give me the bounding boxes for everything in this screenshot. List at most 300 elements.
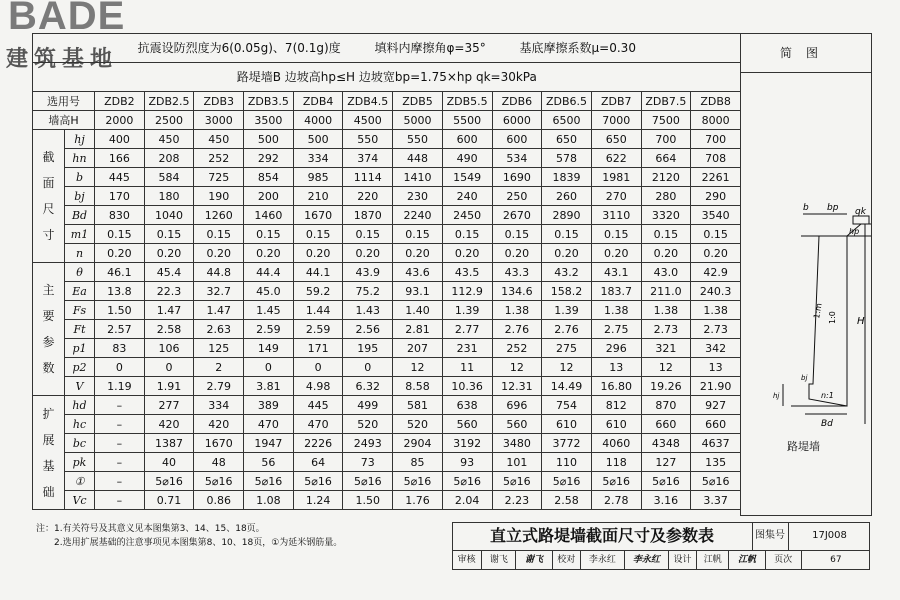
value-cell: 2670	[492, 206, 542, 225]
value-cell: 0.15	[691, 225, 741, 244]
value-cell: 4348	[641, 434, 691, 453]
value-cell: 1.47	[194, 301, 244, 320]
value-cell: 3.81	[244, 377, 294, 396]
value-cell: 1.91	[144, 377, 194, 396]
value-cell: 374	[343, 149, 393, 168]
value-cell: 420	[194, 415, 244, 434]
value-cell: 112.9	[442, 282, 492, 301]
value-cell: 2261	[691, 168, 741, 187]
value-cell: 0.20	[343, 244, 393, 263]
header-row-1	[33, 34, 741, 63]
value-cell: 400	[95, 130, 145, 149]
value-cell: 2.23	[492, 491, 542, 510]
group-label	[33, 263, 65, 396]
value-cell: 32.7	[194, 282, 244, 301]
value-cell: 1410	[393, 168, 443, 187]
value-cell: –	[95, 415, 145, 434]
value-cell: 600	[442, 130, 492, 149]
value-cell: 534	[492, 149, 542, 168]
value-cell: 3.37	[691, 491, 741, 510]
table-row	[33, 434, 741, 453]
notes	[36, 522, 342, 550]
value-cell: 2120	[641, 168, 691, 187]
value-cell: 83	[95, 339, 145, 358]
table-row	[33, 339, 741, 358]
value-cell: 12	[393, 358, 443, 377]
table-row	[33, 130, 741, 149]
value-cell: 270	[591, 187, 641, 206]
value-cell: 5⌀16	[691, 472, 741, 491]
check-label: 校对	[553, 551, 581, 570]
model-cell: ZDB6.5	[542, 92, 592, 111]
value-cell: 195	[343, 339, 393, 358]
value-cell: 2.76	[542, 320, 592, 339]
value-cell: 1.39	[442, 301, 492, 320]
value-cell: 1.45	[244, 301, 294, 320]
value-cell: 500	[293, 130, 343, 149]
value-cell: 0.20	[144, 244, 194, 263]
label-bj: bj	[801, 374, 808, 382]
value-cell: 0	[293, 358, 343, 377]
value-cell: 5⌀16	[641, 472, 691, 491]
value-cell: 5⌀16	[542, 472, 592, 491]
value-cell: 277	[144, 396, 194, 415]
height-cell: 3500	[244, 111, 294, 130]
value-cell: 5⌀16	[343, 472, 393, 491]
value-cell: 1260	[194, 206, 244, 225]
value-cell: 5⌀16	[442, 472, 492, 491]
table-row	[33, 168, 741, 187]
param-symbol: Vc	[65, 491, 95, 510]
value-cell: 45.4	[144, 263, 194, 282]
value-cell: 0.15	[194, 225, 244, 244]
param-symbol: Ft	[65, 320, 95, 339]
group-label-text: 主要参数	[42, 283, 55, 375]
param-symbol: Ea	[65, 282, 95, 301]
value-cell: 650	[591, 130, 641, 149]
value-cell: 135	[691, 453, 741, 472]
label-bp: bp	[827, 203, 839, 213]
value-cell: 3192	[442, 434, 492, 453]
value-cell: 19.26	[641, 377, 691, 396]
value-cell: 0.15	[641, 225, 691, 244]
value-cell: 500	[244, 130, 294, 149]
value-cell: 0.15	[492, 225, 542, 244]
value-cell: 12	[542, 358, 592, 377]
value-cell: 470	[293, 415, 343, 434]
value-cell: 2	[194, 358, 244, 377]
value-cell: 296	[591, 339, 641, 358]
value-cell: 1.08	[244, 491, 294, 510]
atlas-code: 17J008	[789, 522, 870, 551]
value-cell: 2904	[393, 434, 443, 453]
value-cell: 1.50	[95, 301, 145, 320]
value-cell: 334	[293, 149, 343, 168]
value-cell: 2.76	[492, 320, 542, 339]
value-cell: 600	[492, 130, 542, 149]
value-cell: 622	[591, 149, 641, 168]
value-cell: 499	[343, 396, 393, 415]
value-cell: 854	[244, 168, 294, 187]
value-cell: 252	[492, 339, 542, 358]
value-cell: 870	[641, 396, 691, 415]
value-cell: 93	[442, 453, 492, 472]
value-cell: 450	[194, 130, 244, 149]
value-cell: 171	[293, 339, 343, 358]
param-symbol: p2	[65, 358, 95, 377]
designer-signature: 江帆	[729, 551, 765, 570]
value-cell: 0.15	[393, 225, 443, 244]
value-cell: 0.15	[293, 225, 343, 244]
value-cell: 1460	[244, 206, 294, 225]
value-cell: 0.20	[95, 244, 145, 263]
height-cell: 8000	[691, 111, 741, 130]
model-row	[33, 92, 741, 111]
param-symbol: hn	[65, 149, 95, 168]
value-cell: 1839	[542, 168, 592, 187]
table-row	[33, 225, 741, 244]
table-row	[33, 263, 741, 282]
design-label: 设计	[669, 551, 697, 570]
value-cell: 0.15	[95, 225, 145, 244]
value-cell: 13	[691, 358, 741, 377]
value-cell: 2240	[393, 206, 443, 225]
value-cell: 490	[442, 149, 492, 168]
note-2: 2.选用扩展基础的注意事项见本图集第8、10、18页，①为延米钢筋量。	[54, 538, 343, 548]
value-cell: 170	[95, 187, 145, 206]
value-cell: 520	[393, 415, 443, 434]
value-cell: 1.38	[591, 301, 641, 320]
value-cell: 389	[244, 396, 294, 415]
value-cell: 2.63	[194, 320, 244, 339]
value-cell: 13.8	[95, 282, 145, 301]
value-cell: 420	[144, 415, 194, 434]
model-cell: ZDB6	[492, 92, 542, 111]
value-cell: 0.15	[542, 225, 592, 244]
value-cell: 127	[641, 453, 691, 472]
model-cell: ZDB8	[691, 92, 741, 111]
height-cell: 6000	[492, 111, 542, 130]
value-cell: 110	[542, 453, 592, 472]
value-cell: 445	[95, 168, 145, 187]
value-cell: 118	[591, 453, 641, 472]
value-cell: 1114	[343, 168, 393, 187]
value-cell: 610	[542, 415, 592, 434]
height-cell: 5500	[442, 111, 492, 130]
value-cell: 664	[641, 149, 691, 168]
value-cell: 0.71	[144, 491, 194, 510]
group-label	[33, 130, 65, 263]
value-cell: 660	[641, 415, 691, 434]
value-cell: 210	[293, 187, 343, 206]
value-cell: 584	[144, 168, 194, 187]
value-cell: 1.76	[393, 491, 443, 510]
value-cell: 1670	[293, 206, 343, 225]
value-cell: 10.36	[442, 377, 492, 396]
param-symbol: ①	[65, 472, 95, 491]
value-cell: 0.20	[293, 244, 343, 263]
value-cell: 1.40	[393, 301, 443, 320]
value-cell: 550	[393, 130, 443, 149]
value-cell: 1.50	[343, 491, 393, 510]
param-symbol: m1	[65, 225, 95, 244]
value-cell: 700	[691, 130, 741, 149]
value-cell: 830	[95, 206, 145, 225]
value-cell: 1981	[591, 168, 641, 187]
height-cell: 4500	[343, 111, 393, 130]
value-cell: 240	[442, 187, 492, 206]
value-cell: 2.59	[293, 320, 343, 339]
height-label: 墙高H	[33, 111, 95, 130]
value-cell: 40	[144, 453, 194, 472]
header-friction-angle: 填料内摩擦角φ=35°	[374, 40, 486, 55]
value-cell: 2450	[442, 206, 492, 225]
param-symbol: Bd	[65, 206, 95, 225]
value-cell: 125	[194, 339, 244, 358]
table-row	[33, 244, 741, 263]
checker-name: 李永红	[581, 551, 625, 570]
value-cell: 0.20	[442, 244, 492, 263]
value-cell: 2.81	[393, 320, 443, 339]
value-cell: 75.2	[343, 282, 393, 301]
value-cell: 275	[542, 339, 592, 358]
header-base-friction: 基底摩擦系数μ=0.30	[519, 40, 636, 55]
table-row	[33, 149, 741, 168]
value-cell: 59.2	[293, 282, 343, 301]
table-row	[33, 453, 741, 472]
value-cell: 183.7	[591, 282, 641, 301]
value-cell: 44.4	[244, 263, 294, 282]
table-row	[33, 187, 741, 206]
height-cell: 6500	[542, 111, 592, 130]
value-cell: 0.15	[591, 225, 641, 244]
value-cell: 11	[442, 358, 492, 377]
value-cell: 5⌀16	[194, 472, 244, 491]
value-cell: 1947	[244, 434, 294, 453]
value-cell: 610	[591, 415, 641, 434]
value-cell: 56	[244, 453, 294, 472]
value-cell: 134.6	[492, 282, 542, 301]
value-cell: 0.20	[194, 244, 244, 263]
group-label-text: 扩展基础	[42, 406, 55, 499]
value-cell: 3772	[542, 434, 592, 453]
sheet-title: 直立式路堤墙截面尺寸及参数表	[452, 522, 753, 551]
review-label: 审核	[452, 551, 482, 570]
value-cell: 812	[591, 396, 641, 415]
value-cell: 13	[591, 358, 641, 377]
diagram-panel	[740, 33, 872, 516]
height-cell: 3000	[194, 111, 244, 130]
value-cell: 43.2	[542, 263, 592, 282]
value-cell: 85	[393, 453, 443, 472]
label-1-m: 1:m	[812, 302, 824, 320]
param-symbol: b	[65, 168, 95, 187]
value-cell: 520	[343, 415, 393, 434]
value-cell: 22.3	[144, 282, 194, 301]
value-cell: 3320	[641, 206, 691, 225]
value-cell: 1.19	[95, 377, 145, 396]
header-row-2	[33, 63, 741, 92]
value-cell: 1387	[144, 434, 194, 453]
value-cell: 5⌀16	[393, 472, 443, 491]
table-row	[33, 415, 741, 434]
value-cell: 4060	[591, 434, 641, 453]
value-cell: 660	[691, 415, 741, 434]
value-cell: 334	[194, 396, 244, 415]
model-cell: ZDB4	[293, 92, 343, 111]
value-cell: 1.43	[343, 301, 393, 320]
table-row	[33, 377, 741, 396]
notes-prefix: 注：	[36, 524, 55, 534]
label-qk: qk	[855, 207, 866, 217]
value-cell: 1.38	[492, 301, 542, 320]
value-cell: 560	[492, 415, 542, 434]
value-cell: 725	[194, 168, 244, 187]
group-label	[33, 396, 65, 510]
value-cell: 0.15	[244, 225, 294, 244]
diagram-caption: 路堤墙	[787, 440, 820, 453]
table-row	[33, 206, 741, 225]
value-cell: 927	[691, 396, 741, 415]
model-cell: ZDB2	[95, 92, 145, 111]
value-cell: 0.15	[144, 225, 194, 244]
value-cell: 4.98	[293, 377, 343, 396]
value-cell: 43.6	[393, 263, 443, 282]
param-symbol: hd	[65, 396, 95, 415]
value-cell: 1040	[144, 206, 194, 225]
model-cell: ZDB4.5	[343, 92, 393, 111]
value-cell: 708	[691, 149, 741, 168]
value-cell: 250	[492, 187, 542, 206]
table-row	[33, 396, 741, 415]
value-cell: 1.47	[144, 301, 194, 320]
label-hj: hj	[773, 392, 780, 400]
value-cell: 1.39	[542, 301, 592, 320]
value-cell: 470	[244, 415, 294, 434]
table-row	[33, 282, 741, 301]
value-cell: 2.57	[95, 320, 145, 339]
value-cell: 0.20	[393, 244, 443, 263]
value-cell: 0.20	[691, 244, 741, 263]
value-cell: 2.75	[591, 320, 641, 339]
param-symbol: bc	[65, 434, 95, 453]
header-seismic: 抗震设防烈度为6(0.05g)、7(0.1g)度	[137, 40, 341, 55]
value-cell: 581	[393, 396, 443, 415]
value-cell: 43.0	[641, 263, 691, 282]
value-cell: 211.0	[641, 282, 691, 301]
value-cell: –	[95, 472, 145, 491]
value-cell: 985	[293, 168, 343, 187]
param-symbol: pk	[65, 453, 95, 472]
param-symbol: hc	[65, 415, 95, 434]
value-cell: 3480	[492, 434, 542, 453]
value-cell: 43.9	[343, 263, 393, 282]
value-cell: 48	[194, 453, 244, 472]
model-cell: ZDB7.5	[641, 92, 691, 111]
value-cell: 0	[144, 358, 194, 377]
table-row	[33, 472, 741, 491]
value-cell: 43.1	[591, 263, 641, 282]
value-cell: 43.5	[442, 263, 492, 282]
model-cell: ZDB3	[194, 92, 244, 111]
value-cell: 578	[542, 149, 592, 168]
atlas-code-label: 图集号	[752, 522, 789, 551]
value-cell: 5⌀16	[293, 472, 343, 491]
value-cell: 2226	[293, 434, 343, 453]
value-cell: 0	[95, 358, 145, 377]
value-cell: 252	[194, 149, 244, 168]
value-cell: 158.2	[542, 282, 592, 301]
value-cell: 2.73	[641, 320, 691, 339]
value-cell: 46.1	[95, 263, 145, 282]
value-cell: 280	[641, 187, 691, 206]
diagram-title: 简图	[741, 34, 871, 73]
value-cell: 200	[244, 187, 294, 206]
value-cell: 230	[393, 187, 443, 206]
value-cell: 1670	[194, 434, 244, 453]
param-symbol: n	[65, 244, 95, 263]
value-cell: 5⌀16	[591, 472, 641, 491]
param-symbol: bj	[65, 187, 95, 206]
height-cell: 7000	[591, 111, 641, 130]
reviewer-signature: 谢飞	[516, 551, 552, 570]
value-cell: 0.20	[641, 244, 691, 263]
value-cell: 43.3	[492, 263, 542, 282]
value-cell: 2.58	[144, 320, 194, 339]
value-cell: 44.8	[194, 263, 244, 282]
value-cell: 240.3	[691, 282, 741, 301]
logo-brand-text: BADE	[8, 0, 126, 38]
value-cell: 5⌀16	[244, 472, 294, 491]
label-hp: hp	[849, 227, 860, 236]
value-cell: 2.78	[591, 491, 641, 510]
value-cell: 4637	[691, 434, 741, 453]
value-cell: 448	[393, 149, 443, 168]
value-cell: 166	[95, 149, 145, 168]
value-cell: 14.49	[542, 377, 592, 396]
value-cell: 3110	[591, 206, 641, 225]
value-cell: 93.1	[393, 282, 443, 301]
value-cell: 0	[343, 358, 393, 377]
value-cell: 149	[244, 339, 294, 358]
value-cell: 44.1	[293, 263, 343, 282]
value-cell: 2.04	[442, 491, 492, 510]
logo-sub-text: 建筑基地	[6, 47, 119, 72]
value-cell: 0.20	[591, 244, 641, 263]
value-cell: 6.32	[343, 377, 393, 396]
value-cell: 12	[492, 358, 542, 377]
value-cell: 2890	[542, 206, 592, 225]
label-Bd: Bd	[821, 419, 833, 429]
value-cell: 260	[542, 187, 592, 206]
label-1-0: 1:0	[828, 311, 837, 324]
height-cell: 4000	[293, 111, 343, 130]
value-cell: 2.56	[343, 320, 393, 339]
header-wall-type: 路堤墙B 边坡高hp≤H 边坡宽bp=1.75×hp qk=30kPa	[236, 69, 537, 84]
value-cell: 2493	[343, 434, 393, 453]
page-label: 页次	[766, 551, 802, 570]
value-cell: 1.38	[641, 301, 691, 320]
height-cell: 5000	[393, 111, 443, 130]
param-symbol: θ	[65, 263, 95, 282]
model-cell: ZDB5	[393, 92, 443, 111]
signature-row	[452, 551, 870, 570]
value-cell: 0.86	[194, 491, 244, 510]
value-cell: 12.31	[492, 377, 542, 396]
value-cell: 190	[194, 187, 244, 206]
value-cell: 0.20	[542, 244, 592, 263]
value-cell: 560	[442, 415, 492, 434]
